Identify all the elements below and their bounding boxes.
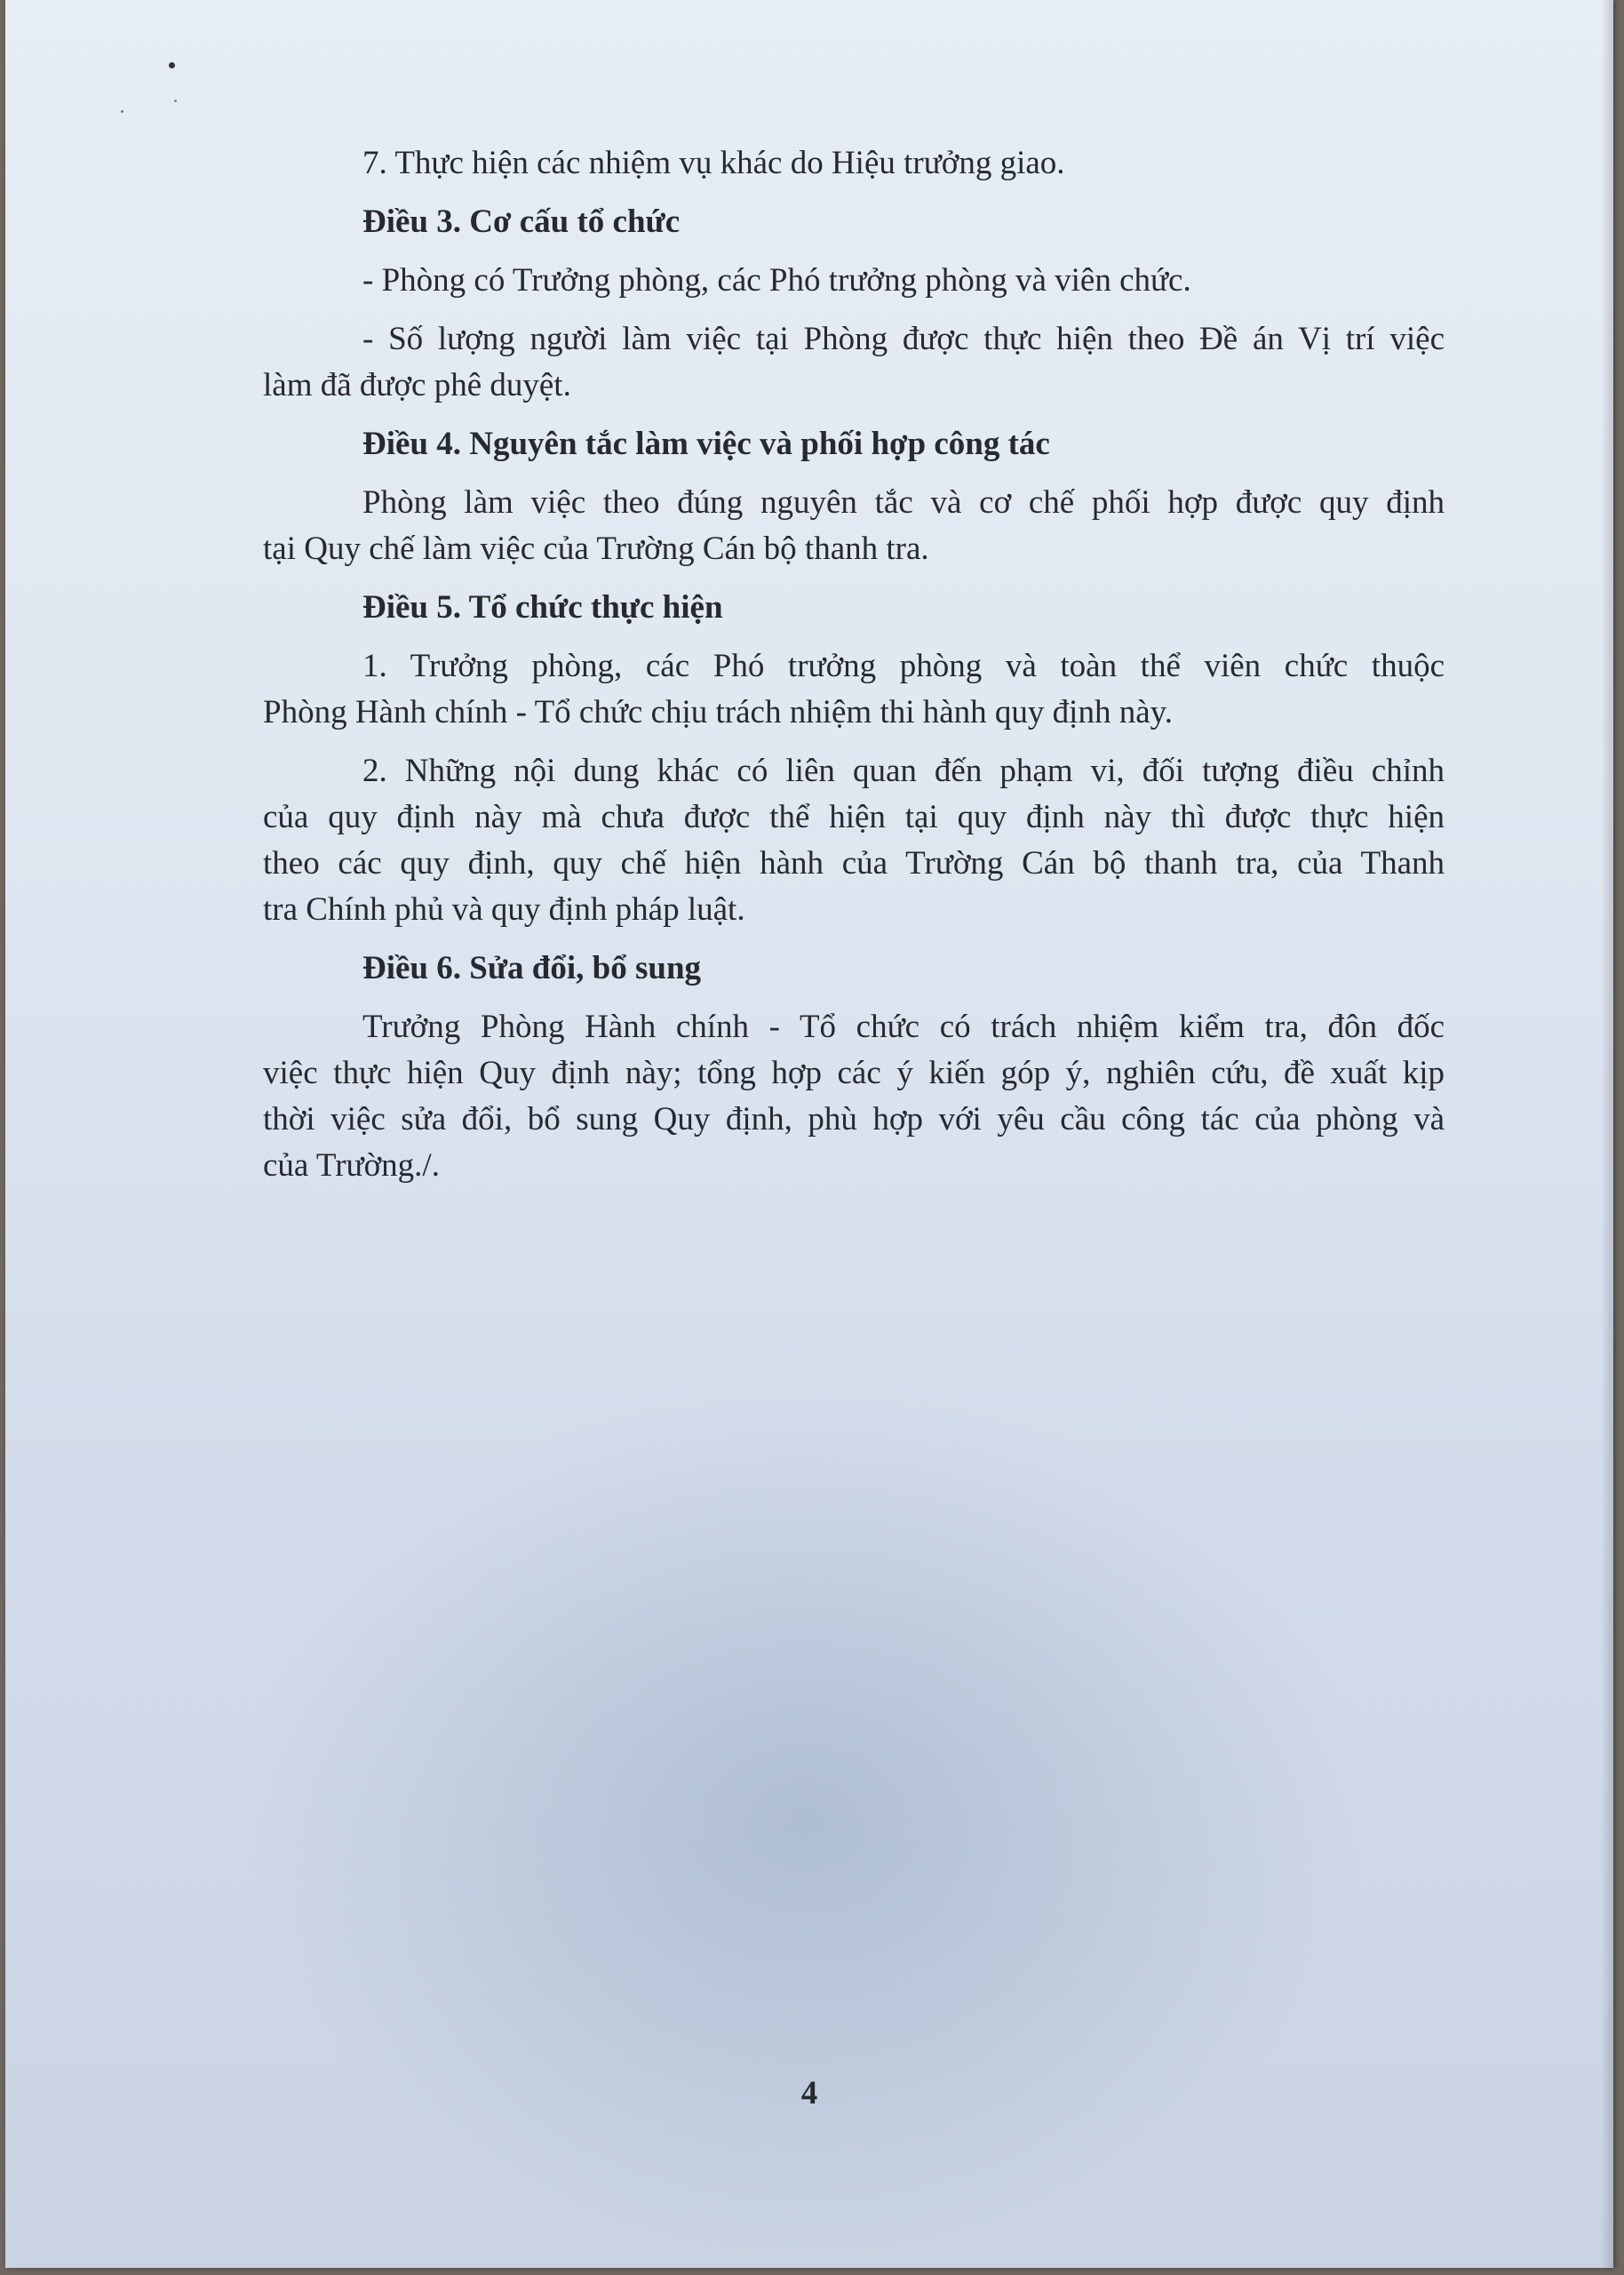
article-5-item-2-line-2: của quy định này mà chưa được thể hiện tại quy định này thì được thực hiện (263, 799, 1445, 835)
article-5-item-2-line-1: 2. Những nội dung khác có liên quan đến phạm vi, đối tượng điều chỉnh (362, 753, 1445, 789)
page-edge-shadow (1601, 0, 1613, 2268)
article-5-item-1-line-1: 1. Trưởng phòng, các Phó trưởng phòng và toàn thể viên chức thuộc (362, 648, 1445, 684)
article-4-paragraph-line-2: tại Quy chế làm việc của Trường Cán bộ thanh tra. (263, 531, 929, 567)
ink-speck (169, 62, 175, 68)
article-6-paragraph-line-4: của Trường./. (263, 1147, 440, 1184)
article-3-item-1: - Phòng có Trưởng phòng, các Phó trưởng phòng và viên chức. (362, 262, 1191, 299)
page-number: 4 (800, 2075, 818, 2111)
article-4-paragraph-line-1: Phòng làm việc theo đúng nguyên tắc và cơ chế phối hợp được quy định (362, 484, 1445, 521)
list-item-7: 7. Thực hiện các nhiệm vụ khác do Hiệu trưởng giao. (362, 145, 1065, 181)
article-6-heading: Điều 6. Sửa đổi, bổ sung (362, 950, 702, 986)
article-5-item-1-line-2: Phòng Hành chính - Tổ chức chịu trách nhiệm thi hành quy định này. (263, 694, 1173, 730)
article-6-paragraph-line-1: Trưởng Phòng Hành chính - Tổ chức có trách nhiệm kiểm tra, đôn đốc (362, 1009, 1445, 1045)
ink-speck (121, 110, 123, 113)
article-3-heading: Điều 3. Cơ cấu tổ chức (362, 204, 681, 240)
document-body (263, 140, 1445, 1189)
article-5-item-2-line-3: theo các quy định, quy chế hiện hành của Trường Cán bộ thanh tra, của Thanh (263, 845, 1445, 882)
document-page (5, 0, 1613, 2268)
article-5-heading: Điều 5. Tổ chức thực hiện (362, 589, 723, 626)
ink-speck (174, 100, 177, 102)
article-6-paragraph-line-3: thời việc sửa đổi, bổ sung Quy định, phù hợp với yêu cầu công tác của phòng và (263, 1101, 1445, 1138)
article-4-heading: Điều 4. Nguyên tắc làm việc và phối hợp công tác (362, 426, 1050, 462)
article-3-item-2-line-1: - Số lượng người làm việc tại Phòng được thực hiện theo Đề án Vị trí việc (362, 321, 1445, 357)
article-6-paragraph-line-2: việc thực hiện Quy định này; tổng hợp các ý kiến góp ý, nghiên cứu, đề xuất kịp (263, 1055, 1445, 1091)
article-5-item-2-line-4: tra Chính phủ và quy định pháp luật. (263, 891, 745, 928)
article-3-item-2-line-2: làm đã được phê duyệt. (263, 367, 571, 403)
